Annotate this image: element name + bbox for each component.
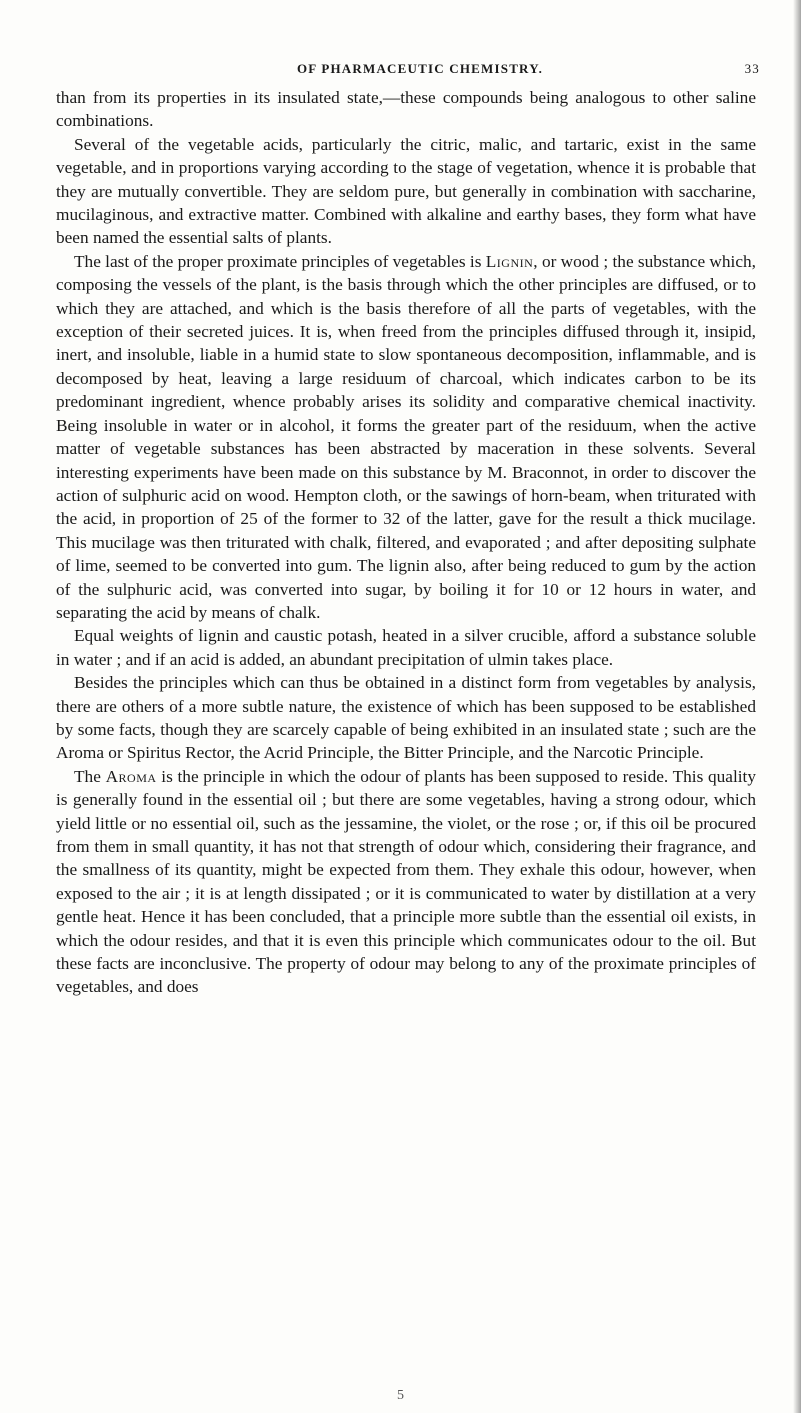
paragraph-lead: The	[74, 766, 106, 786]
paragraph-rest: , or wood ; the substance which, composing the vessels of the plant, is the basis through which the other principles are diffused, or to which they are attached, and which is the basis therefore of all the parts of vegetables, with the exception of their secreted juices. It is, when freed from the principles diffused through it, insipid, inert, and insoluble, liable in a humid state to slow spontaneous decomposition, inflammable, and is decomposed by heat, leaving a large residuum of charcoal, which indicates carbon to be its predominant ingredient, whence probably arises its solidity and comparative chemical inactivity. Being insoluble in water or in alcohol, it forms the greater part of the residuum, when the active matter of vegetable substances has been abstracted by maceration in these solvents. Several interesting experiments have been made on this substance by M. Braconnot, in order to discover the action of sulphuric acid on wood. Hempton cloth, or the sawings of horn-beam, when triturated with the acid, in proportion of 25 of the former to 32 of the latter, gave for the result a thick mucilage. This mucilage was then triturated with chalk, filtered, and evaporated ; and after depositing sulphate of lime, seemed to be converted into gum. The lignin also, after being reduced to gum by the action of the sulphuric acid, was converted into sugar, by boiling it for 10 or 12 hours in water, and separating the acid by means of chalk.	[56, 251, 756, 622]
page-number: 33	[744, 61, 760, 76]
paragraph-vegetable-acids: Several of the vegetable acids, particularly the citric, malic, and tartaric, exist in the same vegetable, and in proportions varying according to the stage of vegetation, whence it is probable that they are mutually convertible. They are seldom pure, but generally in combination with saccharine, mucilaginous, and extractive matter. Combined with alkaline and earthy bases, they form what have been named the essential salts of plants.	[56, 134, 756, 248]
paragraph-continuation: than from its properties in its insulated state,—these compounds being analogous to other saline combinations.	[56, 88, 756, 131]
paragraph-aroma	[56, 765, 756, 999]
paragraph-subtle-principles: Besides the principles which can thus be obtained in a distinct form from vegetables by analysis, there are others of a more subtle nature, the existence of which has been supposed to be established by some facts, though they are scarcely capable of being exhibited in an insulated state ; such are the Aroma or Spiritus Rector, the Acrid Principle, the Bitter Principle, and the Narcotic Principle.	[56, 673, 756, 763]
paragraph-lead: The last of the proper proximate principles of vegetables is	[74, 251, 486, 271]
signature-mark: 5	[397, 1388, 404, 1403]
term-lignin: Lignin	[485, 251, 534, 271]
paragraph-lignin	[56, 250, 756, 625]
term-aroma: Aroma	[105, 766, 157, 786]
paragraph-caustic-potash: Equal weights of lignin and caustic potash, heated in a silver crucible, afford a substance soluble in water ; and if an acid is added, an abundant precipitation of ulmin takes place.	[56, 626, 756, 669]
running-head	[80, 61, 760, 85]
body-text	[56, 86, 756, 999]
page-edge-shadow	[793, 0, 801, 1413]
paragraph-rest: is the principle in which the odour of plants has been supposed to reside. This quality is generally found in the essential oil ; but there are some vegetables, having a strong odour, which yield little or no essential oil, such as the jessamine, the violet, or the rose ; or, if this oil be procured from them in small quantity, it has not that strength of odour which, considering their fragrance, and the smallness of its quantity, might be expected from them. They exhale this odour, however, when exposed to the air ; it is at length dissipated ; or it is communicated to water by distillation at a very gentle heat. Hence it has been concluded, that a principle more subtle than the essential oil exists, in which the odour resides, and that it is even this principle which communicates odour to the oil. But these facts are inconclusive. The property of odour may belong to any of the proximate principles of vegetables, and does	[56, 766, 756, 997]
running-title: OF PHARMACEUTIC CHEMISTRY.	[296, 61, 544, 76]
